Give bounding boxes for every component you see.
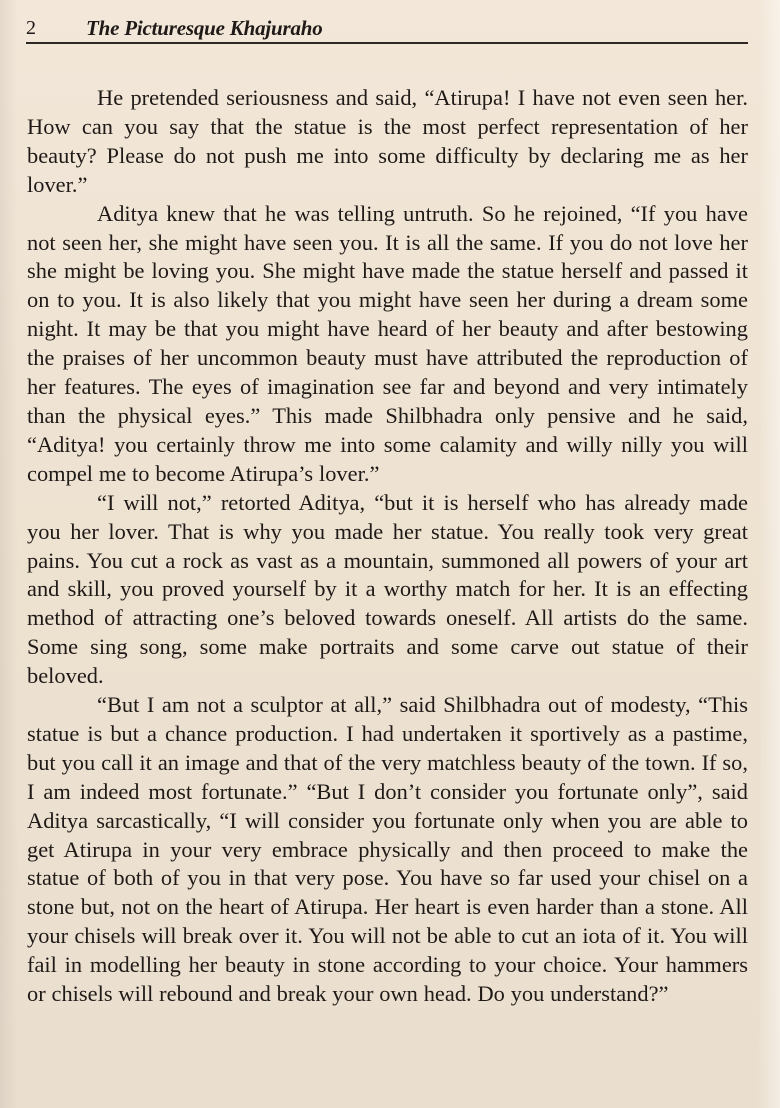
page-number: 2 bbox=[26, 17, 36, 39]
page-content bbox=[27, 84, 748, 1009]
paragraph-4: “But I am not a sculptor at all,” said Shilbhadra out of modesty, “This statue is but a chance production. I had undertaken it sportively as a pastime, but you call it an image and that of the very matchless beauty of the town. If so, I am indeed most fortunate.” “But I don’t consider you fortunate only”, said Aditya sarcastically, “I will consider you fortunate only when you are able to get Atirupa in your very embrace physically and then proceed to make the statue of both of you in that very pose. You have so far used your chisel on a stone but, not on the heart of Atirupa. Her heart is even harder than a stone. All your chisels will break over it. You will not be able to cut an iota of it. You will fail in modelling her beauty in stone according to your choice. Your hammers or chisels will rebound and break your own head. Do you understand?” bbox=[27, 692, 748, 1007]
page-right-edge bbox=[758, 0, 780, 1108]
paragraph-3: “I will not,” retorted Aditya, “but it is herself who has already made you her lover. That is why you made her statue. You really took very great pains. You cut a rock as vast as a mountain, summoned all powers of your art and skill, you proved yourself by it a worthy match for her. It is an effecting method of attracting one’s beloved towards oneself. All artists do the same. Some sing song, some make portraits and some carve out statue of their beloved. bbox=[27, 489, 748, 689]
running-title: The Picturesque Khajuraho bbox=[86, 16, 323, 40]
paragraph-2: Aditya knew that he was telling untruth. So he rejoined, “If you have not seen her, she might have seen you. It is all the same. If you do not love her she might be loving you. She might have made the statue herself and passed it on to you. It is also likely that you might have seen her during a dream some night. It may be that you might have heard of her beauty and after bestowing the praises of her uncommon beauty must have attributed the reproduction of her features. The eyes of imagination see far and beyond and very intimately than the physical eyes.” This made Shilbhadra only pensive and he said, “Aditya! you certainly throw me into some calamity and willy nilly you will compel me to become Atirupa’s lover.” bbox=[27, 200, 748, 486]
page-left-shadow bbox=[0, 0, 18, 1108]
page-header bbox=[26, 12, 748, 44]
paragraph-1: He pretended seriousness and said, “Atirupa! I have not even seen her. How can you say that the statue is the most perfect representation of her beauty? Please do not push me into some difficulty by declaring me as her lover.” bbox=[27, 85, 748, 197]
